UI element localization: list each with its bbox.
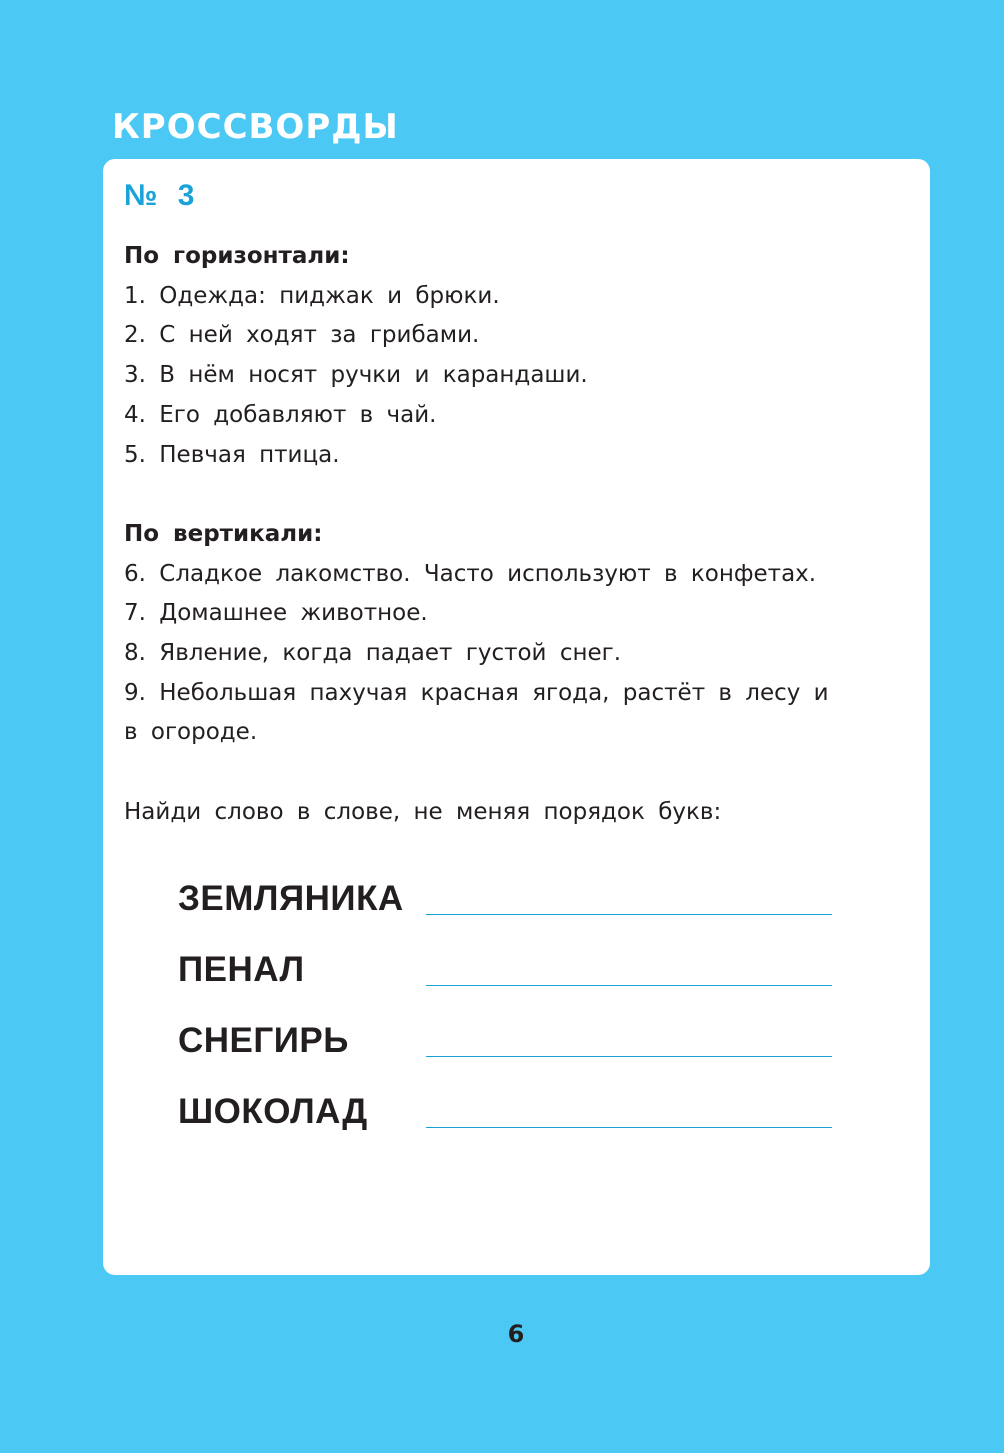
clue-item: 7. Домашнее животное. xyxy=(124,600,428,627)
clues-block xyxy=(124,237,896,753)
clue-item: 6. Сладкое лакомство. Часто используют в конфетах. xyxy=(124,560,817,587)
puzzle-number: № 3 xyxy=(124,179,195,212)
down-heading: По вертикали: xyxy=(124,520,323,547)
puzzle-card xyxy=(103,159,930,1275)
clue-item: 8. Явление, когда падает густой снег. xyxy=(124,640,622,667)
source-word: ЗЕМЛЯНИКА xyxy=(178,879,404,918)
word-row xyxy=(178,881,838,952)
source-word: СНЕГИРЬ xyxy=(178,1021,349,1060)
clue-item: 3. В нём носят ручки и карандаши. xyxy=(124,362,588,389)
source-word: ПЕНАЛ xyxy=(178,950,305,989)
page-number: 6 xyxy=(507,1320,525,1348)
task-instruction: Найди слово в слове, не меняя порядок букв: xyxy=(124,799,722,825)
answer-line[interactable] xyxy=(426,914,832,915)
clue-item: 9. Небольшая пахучая красная ягода, растёт в лесу и xyxy=(124,679,829,706)
answer-line[interactable] xyxy=(426,1056,832,1057)
source-word: ШОКОЛАД xyxy=(178,1092,368,1131)
section-title: КРОССВОРДЫ xyxy=(112,107,399,147)
word-list xyxy=(178,881,838,1165)
answer-line[interactable] xyxy=(426,985,832,986)
clue-item: 5. Певчая птица. xyxy=(124,441,340,468)
clue-item: 2. С ней ходят за грибами. xyxy=(124,322,480,349)
answer-line[interactable] xyxy=(426,1127,832,1128)
word-row xyxy=(178,1094,838,1165)
across-heading: По горизонтали: xyxy=(124,243,350,269)
word-row xyxy=(178,952,838,1023)
spacer xyxy=(124,475,896,515)
clue-item: 1. Одежда: пиджак и брюки. xyxy=(124,282,500,309)
word-row xyxy=(178,1023,838,1094)
clue-item: 4. Его добавляют в чай. xyxy=(124,401,437,428)
clue-item-continuation: в огороде. xyxy=(124,719,258,746)
